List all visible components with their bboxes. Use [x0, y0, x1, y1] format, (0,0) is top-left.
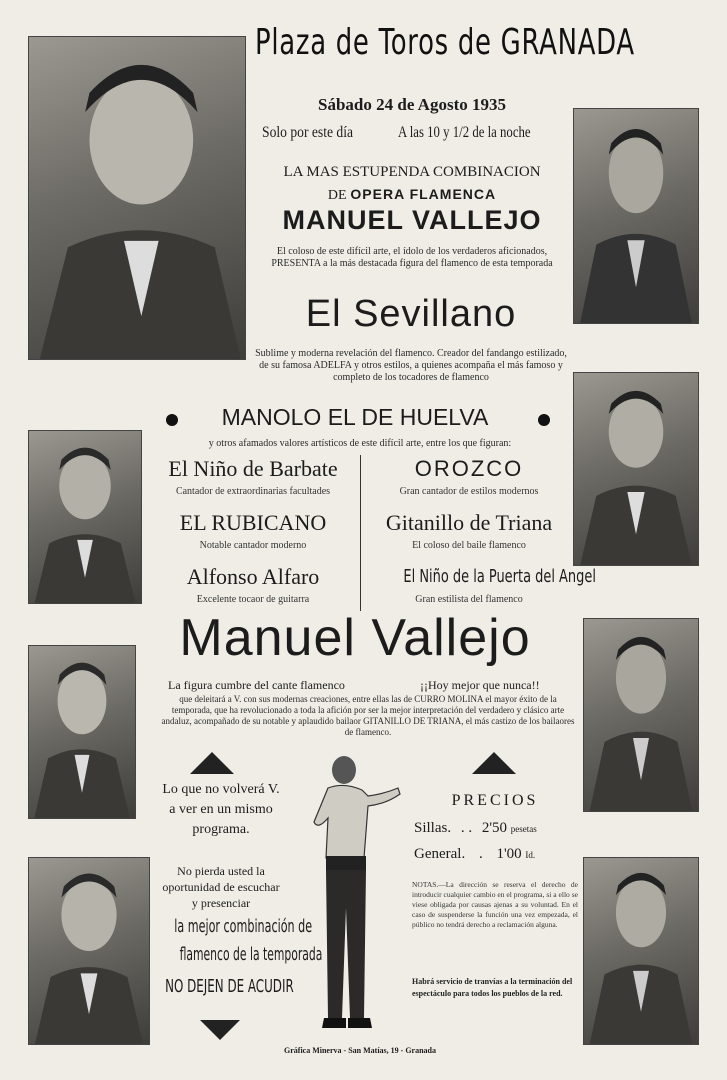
promo-line-5: oportunidad de escuchar — [162, 880, 280, 894]
promo-line-3: programa. — [192, 822, 250, 837]
price-dots-sillas: . . — [460, 820, 473, 836]
price-row-general — [414, 846, 584, 863]
intro-de: DE — [327, 188, 347, 203]
price-row-sillas — [414, 820, 584, 837]
price-label-sillas: Sillas. — [414, 820, 452, 836]
portrait-manuel-vallejo-large — [28, 36, 246, 360]
bullet-right — [538, 414, 550, 426]
prices-heading: PRECIOS — [451, 792, 539, 809]
portrait-nino-de-barbate — [28, 430, 142, 604]
promo-big-2-wrap — [132, 944, 323, 965]
portrait-alfonso-alfaro — [583, 618, 699, 812]
headliner-tagline: La figura cumbre del cante flamenco — [168, 678, 345, 692]
artist-caption-6: Gran estilista del flamenco — [415, 594, 523, 605]
triangle-up-left-icon — [190, 752, 234, 774]
artist-name-2: OROZCO — [414, 456, 524, 481]
intro-line-1: LA MAS ESTUPENDA COMBINACION — [283, 164, 541, 180]
artist-caption-2: Gran cantador de estilos modernos — [399, 486, 539, 497]
promo-big-1: la mejor combinación de — [174, 916, 313, 937]
intro-line-2 — [256, 186, 568, 204]
price-unit-general: Id. — [525, 850, 536, 860]
bullet-left — [166, 414, 178, 426]
artist-name-5: Alfonso Alfaro — [186, 564, 320, 589]
promo-big-2: flamenco de la temporada — [179, 944, 323, 965]
only-this-day: Solo por este día — [262, 124, 354, 141]
price-dots-general: . — [478, 846, 483, 862]
price-label-general: General. — [414, 846, 466, 862]
transport-note: Habrá servicio de tranvías a la terminación del espectáculo para todos los pueblos de la red. — [412, 977, 573, 998]
artists-divider — [360, 455, 361, 611]
promo-line-2: a ver en un mismo — [169, 802, 273, 817]
artist-caption-5: Excelente tocaor de guitarra — [196, 594, 310, 605]
portrait-el-sevillano — [573, 108, 699, 324]
portrait-orozco — [573, 372, 699, 566]
portrait-rubicano — [28, 645, 136, 819]
artist-name-4: Gitanillo de Triana — [385, 510, 553, 535]
price-amount-general: 1'00 — [496, 846, 522, 862]
opera-flamenca: OPERA FLAMENCA — [350, 186, 497, 202]
artist-name-6-text: El Niño de la Puerta del Angel — [403, 566, 596, 587]
headliner-exclaim: ¡¡Hoy mejor que nunca!! — [420, 678, 540, 692]
artist-name-3: EL RUBICANO — [179, 510, 327, 535]
headliner-name: Manuel Vallejo — [179, 609, 531, 667]
price-unit-sillas: pesetas — [510, 824, 537, 834]
promo-line-1: Lo que no volverá V. — [162, 782, 280, 797]
printer-credit: Gráfica Minerva - San Matías, 19 - Granada — [284, 1046, 436, 1055]
triangle-up-right-icon — [472, 752, 516, 774]
artist-caption-1: Cantador de extraordinarias facultades — [175, 486, 331, 497]
promo-big-3: NO DEJEN DE ACUDIR — [165, 976, 294, 997]
dancer-figure — [306, 748, 406, 1038]
price-notes: NOTAS.—La dirección se reserva el derecho de introducir cualquier cambio en el programa, si a ello se viese obligada por causas ajenas a su voluntad. En el caso de suspenderse la función una vez empezada, el público no tendrá derecho a reclamación alguna. — [412, 880, 578, 929]
triangle-down-left-icon — [200, 1020, 240, 1040]
artist-name-6 — [366, 566, 596, 590]
artist-caption-4: El coloso del baile flamenco — [412, 540, 526, 551]
guitarist-name: MANOLO EL DE HUELVA — [221, 404, 489, 430]
venue-title: Plaza de Toros de GRANADA — [255, 22, 635, 63]
headliner-description: que deleitará a V. con sus modernas creaciones, entre ellas las de CURRO MOLINA el mayor éxito de la temporada, que ha revolucionado a toda la afición por ser la mejor interpretación del verdadero y clásico arte andaluz, acompañado de su notable y aplaudido bailaor GITANILLO DE TRIANA, el más castizo de los bailaores de flamenco. — [161, 694, 575, 737]
portrait-nino-puerta-del-angel — [583, 857, 699, 1045]
feature-name: El Sevillano — [305, 293, 517, 335]
star-description: El coloso de este difícil arte, el ídolo de los verdaderos aficionados, PRESENTA a la más destacada figura del flamenco de esta temporada — [271, 246, 553, 269]
event-time: A las 10 y 1/2 de la noche — [398, 124, 531, 141]
price-amount-sillas: 2'50 — [481, 820, 508, 836]
promo-line-6: y presenciar — [191, 896, 251, 910]
star-name: MANUEL VALLEJO — [282, 205, 542, 235]
promo-big-3-wrap — [132, 976, 310, 997]
promo-line-4: No pierda usted la — [177, 864, 265, 878]
artist-name-1: El Niño de Barbate — [168, 456, 338, 481]
guitarist-subtitle: y otros afamados valores artísticos de este difícil arte, entre los que figuran: — [208, 438, 512, 449]
event-date: Sábado 24 de Agosto 1935 — [318, 95, 506, 114]
artist-caption-3: Notable cantador moderno — [199, 540, 307, 551]
feature-description: Sublime y moderna revelación del flamenco. Creador del fandango estilizado, de su famosa ADELFA y otros estilos, a quienes acompaña el más famoso y completo de los tocadores de flamenco — [255, 348, 567, 383]
promo-big-1-wrap — [132, 916, 313, 937]
